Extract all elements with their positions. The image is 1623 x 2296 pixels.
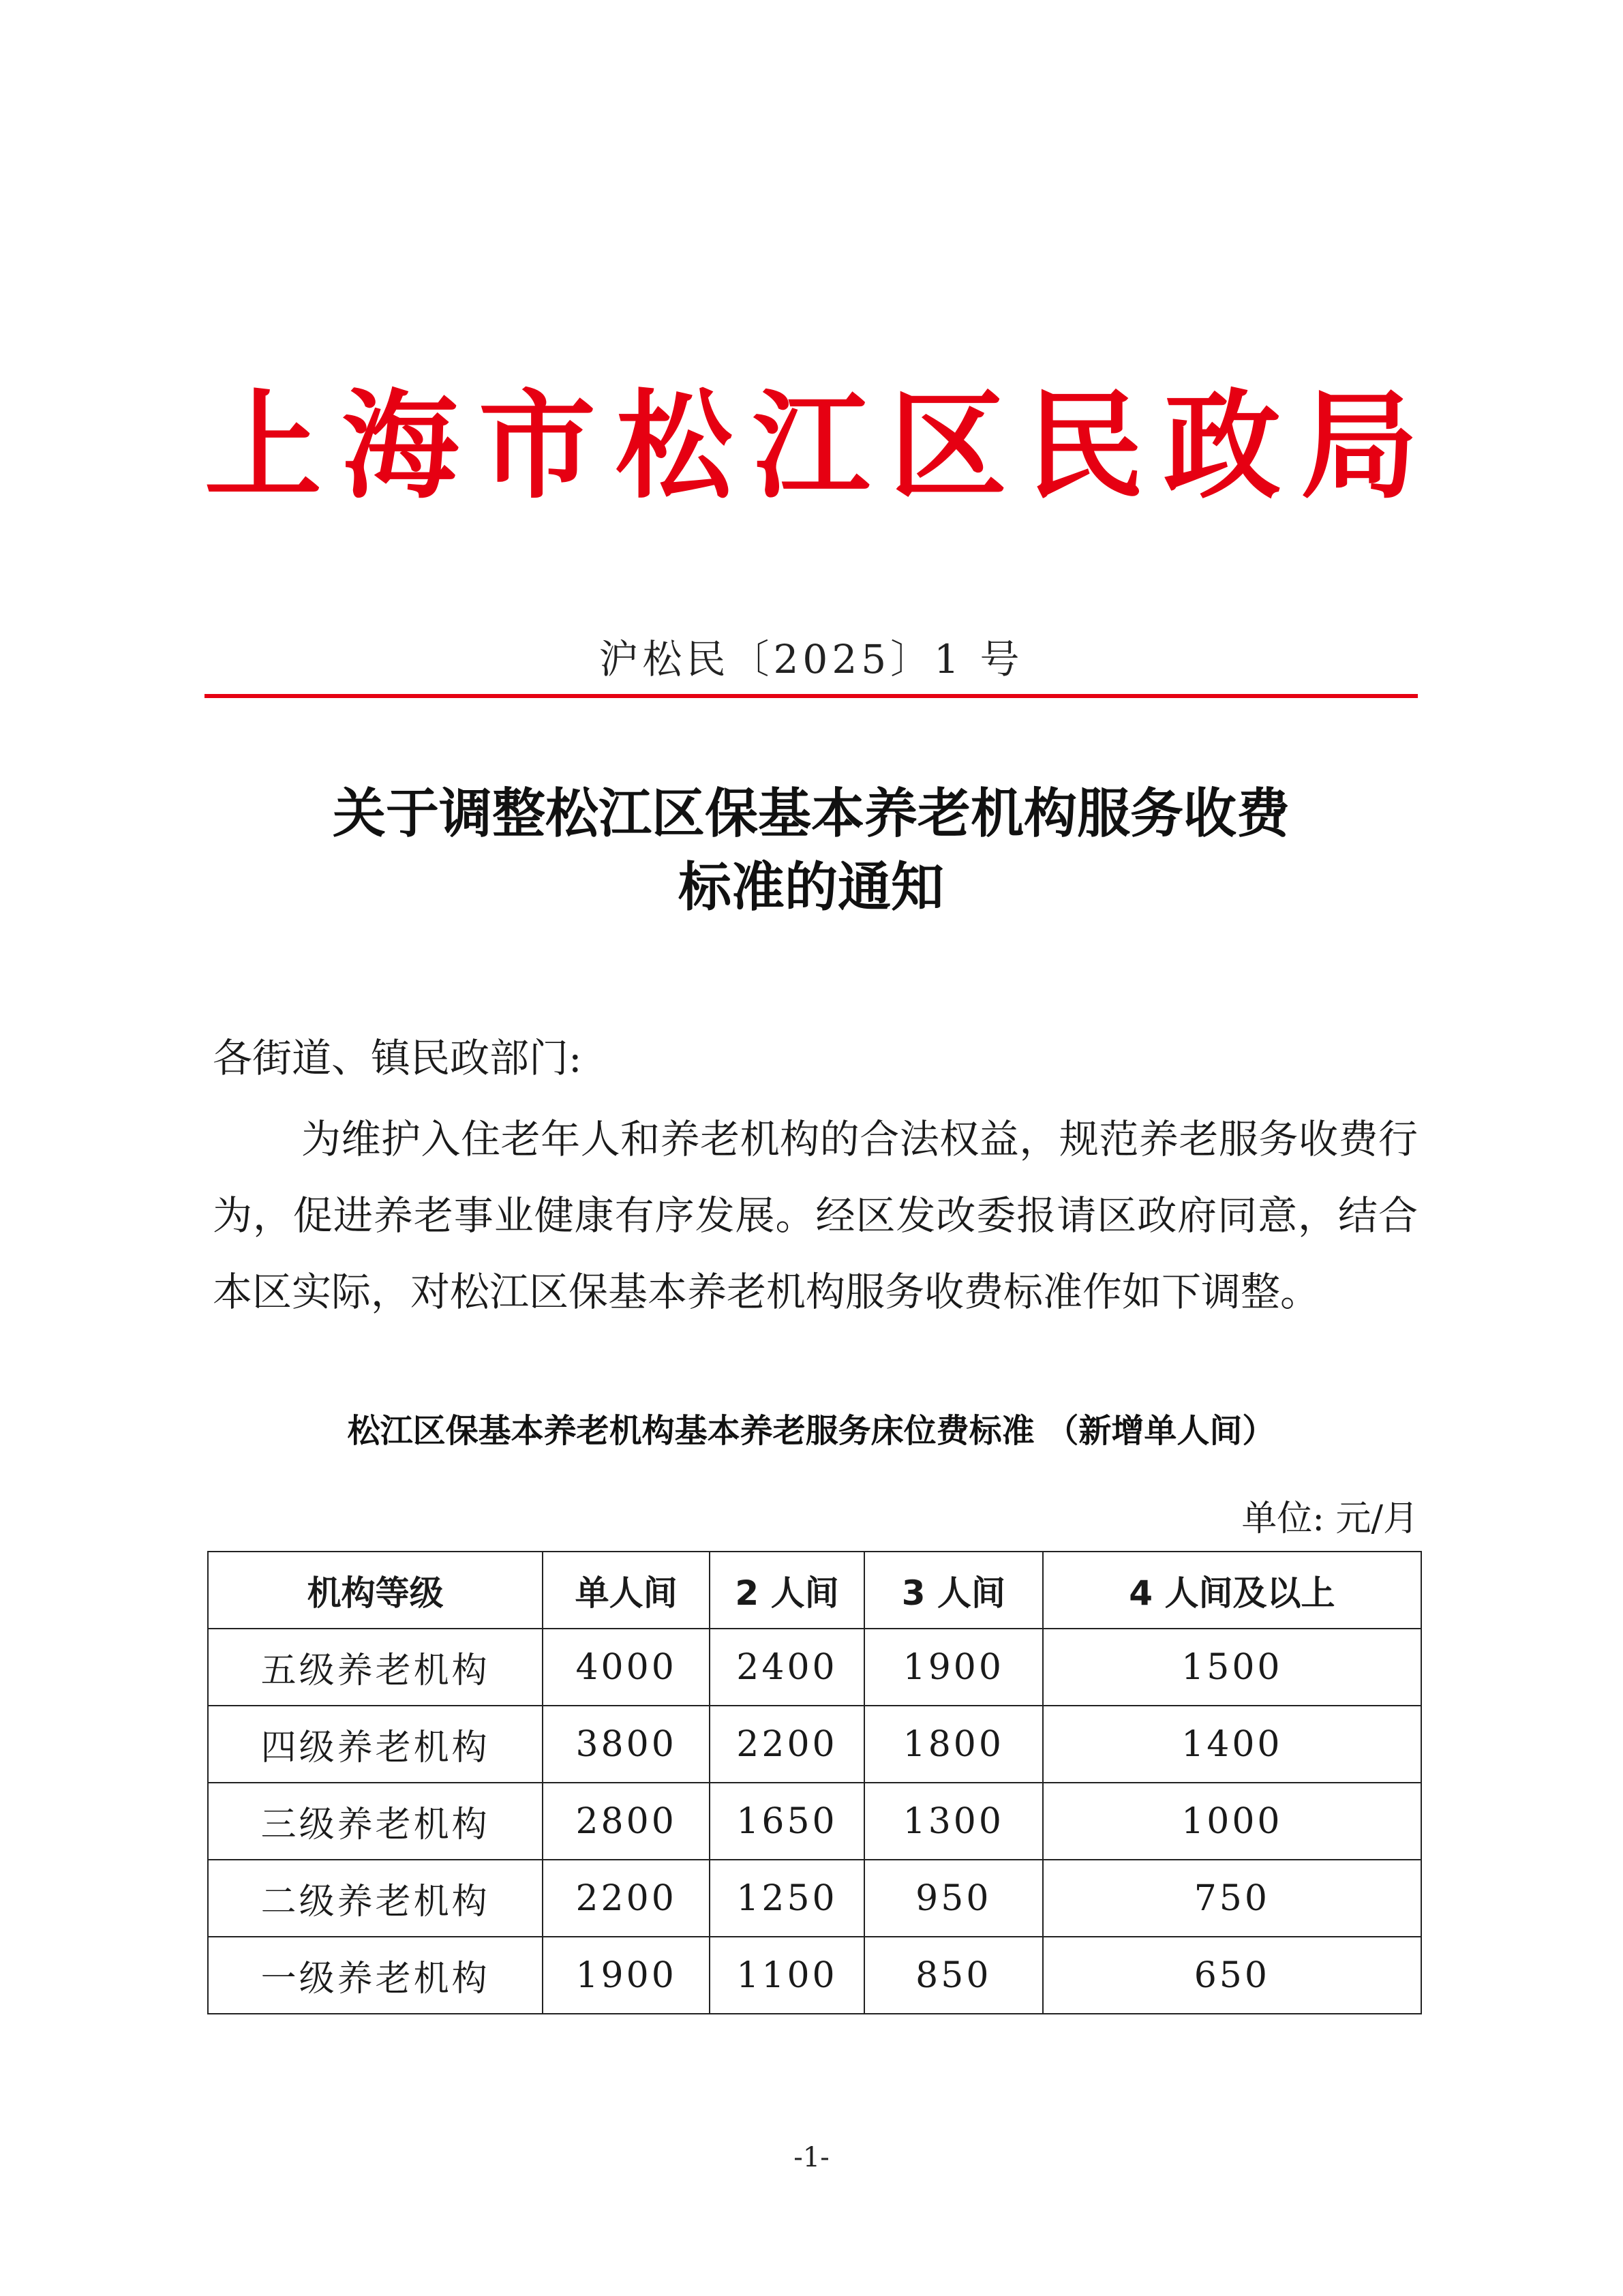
cell-value: 850 [864,1937,1043,2014]
cell-value: 1000 [1043,1783,1421,1860]
body-paragraph: 为维护入住老年人和养老机构的合法权益，规范养老服务收费行为，促进养老事业健康有序发展。经区发改委报请区政府同意，结合本区实际，对松江区保基本养老机构服务收费标准作如下调整。 [213,1116,1418,1315]
issuer-char: 市 [479,378,596,515]
issuer-char: 民 [1027,378,1144,515]
cell-level: 四级养老机构 [208,1706,543,1783]
issuer-char: 区 [890,378,1007,515]
issuer-char: 政 [1164,378,1281,515]
cell-value: 2400 [710,1629,864,1706]
document-number: 沪松民〔2025〕1 号 [598,636,1024,682]
table-row [208,1706,1421,1783]
cell-value: 2200 [543,1860,710,1937]
header-cell: 3 人间 [864,1552,1043,1629]
table-unit: 单位: 元/月 [1241,1498,1419,1539]
cell-value: 1100 [710,1937,864,2014]
cell-value: 1300 [864,1783,1043,1860]
cell-value: 2800 [543,1783,710,1860]
cell-value: 650 [1043,1937,1421,2014]
page-number: -1- [793,2142,830,2173]
header-cell: 4 人间及以上 [1043,1552,1421,1629]
cell-value: 1900 [543,1937,710,2014]
table-caption: 松江区保基本养老机构基本养老服务床位费标准 （新增单人间） [347,1412,1275,1450]
header-cell: 2 人间 [710,1552,864,1629]
cell-value: 1250 [710,1860,864,1937]
cell-value: 2200 [710,1706,864,1783]
table-row [208,1860,1421,1937]
cell-level: 五级养老机构 [208,1629,543,1706]
title-line-2: 标准的通知 [678,857,944,918]
table-header-row [208,1552,1421,1629]
table-row [208,1783,1421,1860]
cell-value: 4000 [543,1629,710,1706]
fee-table [207,1551,1422,2014]
addressee: 各街道、镇民政部门: [213,1035,582,1081]
cell-value: 1500 [1043,1629,1421,1706]
issuer-char: 江 [753,378,870,515]
cell-value: 1650 [710,1783,864,1860]
issuer-char: 局 [1301,378,1418,515]
cell-value: 950 [864,1860,1043,1937]
cell-value: 750 [1043,1860,1421,1937]
issuer-char: 海 [342,378,459,515]
header-cell: 单人间 [543,1552,710,1629]
issuer-heading [204,378,1418,515]
red-divider [204,694,1418,698]
issuer-char: 上 [204,378,322,515]
table-row [208,1629,1421,1706]
cell-level: 三级养老机构 [208,1783,543,1860]
header-cell: 机构等级 [208,1552,543,1629]
cell-value: 1900 [864,1629,1043,1706]
title-line-1: 关于调整松江区保基本养老机构服务收费 [332,783,1290,845]
cell-value: 1400 [1043,1706,1421,1783]
cell-level: 一级养老机构 [208,1937,543,2014]
cell-value: 1800 [864,1706,1043,1783]
table-row [208,1937,1421,2014]
document-title [204,777,1418,924]
issuer-char: 松 [616,378,733,515]
cell-value: 3800 [543,1706,710,1783]
cell-level: 二级养老机构 [208,1860,543,1937]
